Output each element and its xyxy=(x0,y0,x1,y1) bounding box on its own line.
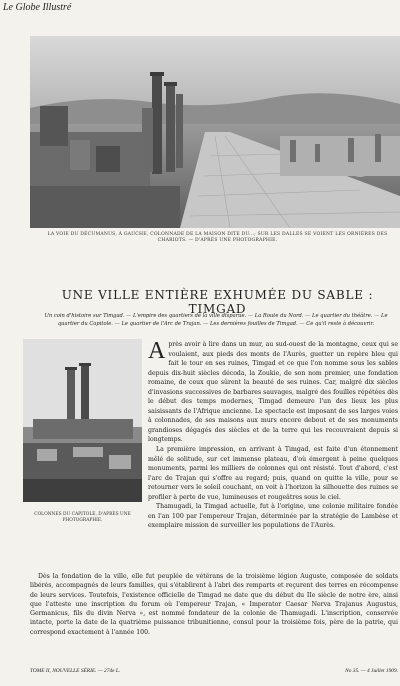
article-full-width xyxy=(30,572,398,648)
main-photo-caption: LA VOIE DU DÉCUMANUS, À GAUCHE, COLONNADE DE LA MAISON DITE DU...; SUR LES DALLES SE VOIENT LES ORNIÈRES DES CHARIOTS. — D'APRÈS UNE PHOTOGRAPHIE. xyxy=(47,232,388,243)
article-column xyxy=(148,340,398,572)
timgad-decumanus-photo xyxy=(30,36,400,228)
dropcap: A xyxy=(148,340,166,364)
page-footer xyxy=(30,668,398,677)
article-title: UNE VILLE ENTIÈRE EXHUMÉE DU SABLE : TIMGAD xyxy=(61,288,374,316)
footer-volume: TOME II, NOUVELLE SÉRIE. — 274e L. xyxy=(30,668,121,674)
capitol-columns-photo xyxy=(23,339,142,502)
page-header-title: Le Globe Illustré xyxy=(3,2,72,13)
footer-date: No 35. — 4 Juillet 1909. xyxy=(345,668,398,674)
article-paragraph-3: Thamugadi, la Timgad actuelle, fut à l'origine, une colonie militaire fondée en l'an 100 par l'empereur Trajan, déterminée par la stratégie de Lambèse et exemplaire mission de surveiller les populations de l'Aurès. xyxy=(148,503,398,530)
article-paragraph-2: La première impression, en arrivant à Timgad, est faite d'un étonnement mêlé de solitude, sur cet immense plateau, d'où émergent à peine quelques monuments, parmi les milliers de colonnes qui ont résisté. Tout d'abord, c'est l'arc de Trajan qui s'offre au regard; puis, quand on quitte la ville, pour se retourner vers le soleil couchant, on voit à l'horizon la silhouette des ruines se profiler à perte de vue, lumineuses et rougeâtres sous le ciel. xyxy=(148,446,398,501)
small-photo-caption: COLONNES DU CAPITOLE, D'APRÈS UNE PHOTOGRAPHIE. xyxy=(34,512,131,523)
article-paragraph-1: près avoir à lire dans un mur, au sud-ouest de la montagne, ceux qui se voulaient, aux pieds des monts de l'Aurès, guetter un repère bleu qui fait le tour en ses ruines, Timgad et ce que l'on nomme sous les sables depuis dix-huit siècles décoda, la Zoukie, de son nom premier, une fondation romaine, de ceux que sûrent la beauté de ses ruines. Car, malgré dix siècles d'invasions successives de barbares sauvages, malgré des fouilles répétées dès le début des temps modernes, Timgad demeure l'un des lieux les plus saisissants de l'Afrique ancienne. Le spectacle est imposant de ses larges voies à colonnades, de ses maisons aux murs encore debout et de ses monuments grandioses dégagés des siècles et de la terre qui les recouvraient depuis si longtemps. xyxy=(148,341,398,444)
article-paragraph-4: Dès la fondation de la ville, elle fut peuplée de vétérans de la troisième légion Auguste, composée de soldats libérés, accompagnés de leurs familles, qui s'établirent à l'abri des remparts et reçurent des terres en récompense de leurs services. Toutefois, l'existence officielle de Timgad ne date que du début du IIe siècle de notre ère, ainsi que l'atteste une inscription du forum où l'empereur Trajan, « Imperator Caesar Nerva Trajanus Augustus, Germanicus, fils du divin Nerva », est nommé fondateur de la colonie de Thamugadi. L'inscription, conservée intacte, porte la date de la quatrième puissance tribunitienne, consul pour la troisième fois, père de la patrie, qui correspond exactement à l'année 100. xyxy=(30,573,398,636)
article-subtitle: Un coin d'histoire sur Timgad. — L'empire des quartiers de la ville disparue. — La Route du Nord. — Le quartier du théâtre. — Le quartier du Capitole. — Le quartier de l'Arc de Trajan. — Les dernières fouilles de Timgad. — Ce qu'il reste à découvrir. xyxy=(44,313,388,327)
